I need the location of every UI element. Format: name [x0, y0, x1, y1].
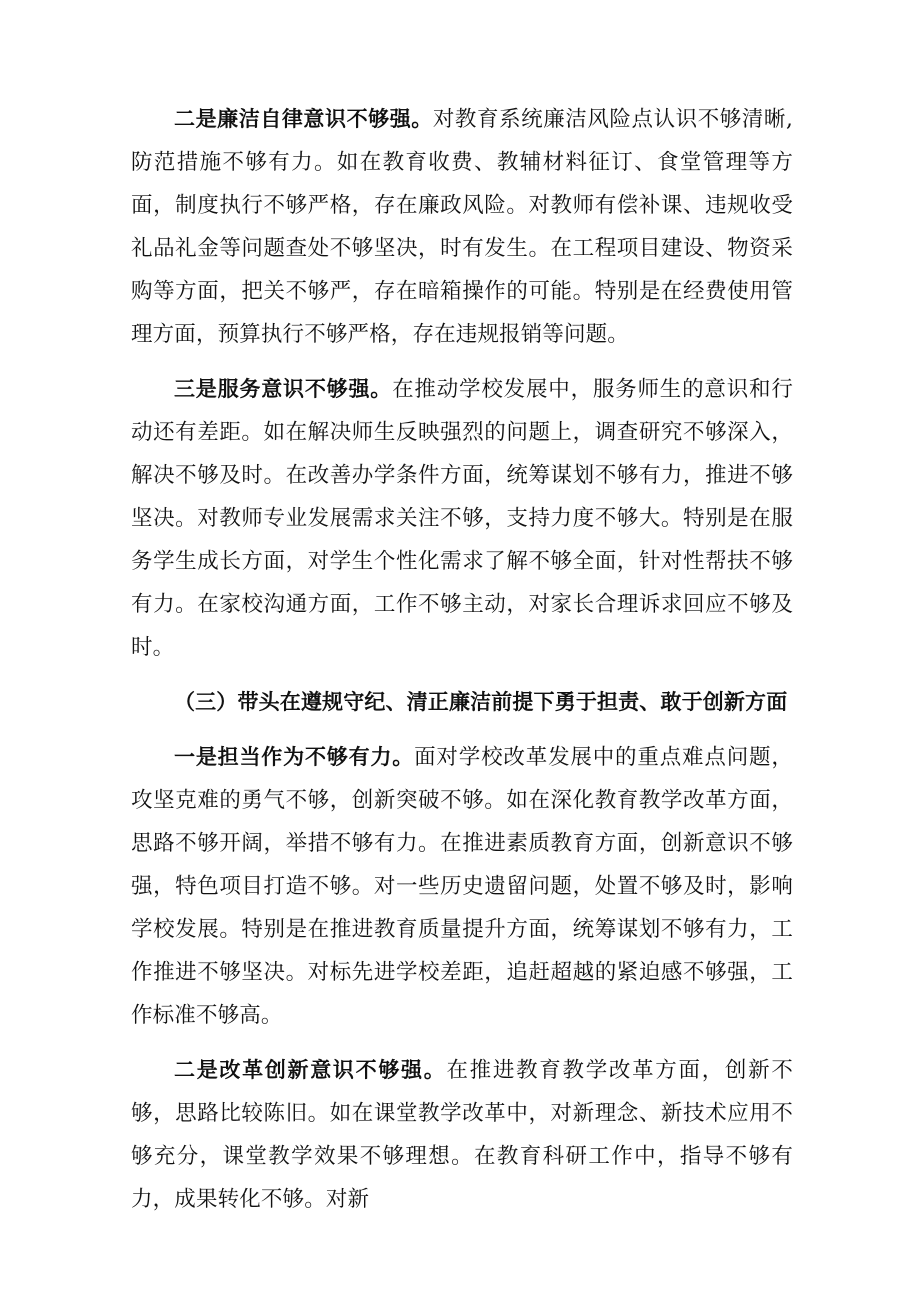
paragraph-text: 对教育系统廉洁风险点认识不够清晰,防范措施不够有力。如在教育收费、教辅材料征订、食堂管理等方面，制度执行不够严格，存在廉政风险。对教师有偿补课、违规收受礼品礼金等问题查处不够坚决，时有发生。在工程项目建设、物资采购等方面，把关不够严，存在暗箱操作的可能。特别是在经费使用管理方面，预算执行不够严格，存在违规报销等问题。 — [131, 107, 793, 347]
paragraph-integrity — [131, 98, 793, 356]
paragraph-responsibility — [131, 736, 793, 1037]
paragraph-text: 在推进教育教学改革方面，创新不够，思路比较陈旧。如在课堂教学改革中，对新理念、新技术应用不够充分，课堂教学效果不够理想。在教育科研工作中，指导不够有力，成果转化不够。对新 — [131, 1058, 793, 1212]
paragraph-text: 面对学校改革发展中的重点难点问题，攻坚克难的勇气不够，创新突破不够。如在深化教育教学改革方面，思路不够开阔，举措不够有力。在推进素质教育方面，创新意识不够强，特色项目打造不够。对一些历史遗留问题，处置不够及时，影响学校发展。特别是在推进教育质量提升方面，统筹谋划不够有力，工作推进不够坚决。对标先进学校差距，追赶超越的紧迫感不够强，工作标准不够高。 — [131, 745, 793, 1028]
paragraph-lead: 一是担当作为不够有力。 — [174, 745, 415, 769]
document-body — [131, 98, 793, 1233]
paragraph-innovation — [131, 1049, 793, 1221]
paragraph-service — [131, 368, 793, 669]
paragraph-text: 在推动学校发展中，服务师生的意识和行动还有差距。如在解决师生反映强烈的问题上，调查研究不够深入，解决不够及时。在改善办学条件方面，统筹谋划不够有力，推进不够坚决。对教师专业发展需求关注不够，支持力度不够大。特别是在服务学生成长方面，对学生个性化需求了解不够全面，针对性帮扶不够有力。在家校沟通方面，工作不够主动，对家长合理诉求回应不够及时。 — [131, 377, 794, 660]
section-heading: （三）带头在遵规守纪、清正廉洁前提下勇于担责、敢于创新方面 — [174, 690, 788, 714]
paragraph-lead: 二是廉洁自律意识不够强。 — [174, 107, 433, 131]
paragraph-lead: 三是服务意识不够强。 — [174, 377, 393, 401]
paragraph-lead: 二是改革创新意识不够强。 — [174, 1058, 447, 1082]
